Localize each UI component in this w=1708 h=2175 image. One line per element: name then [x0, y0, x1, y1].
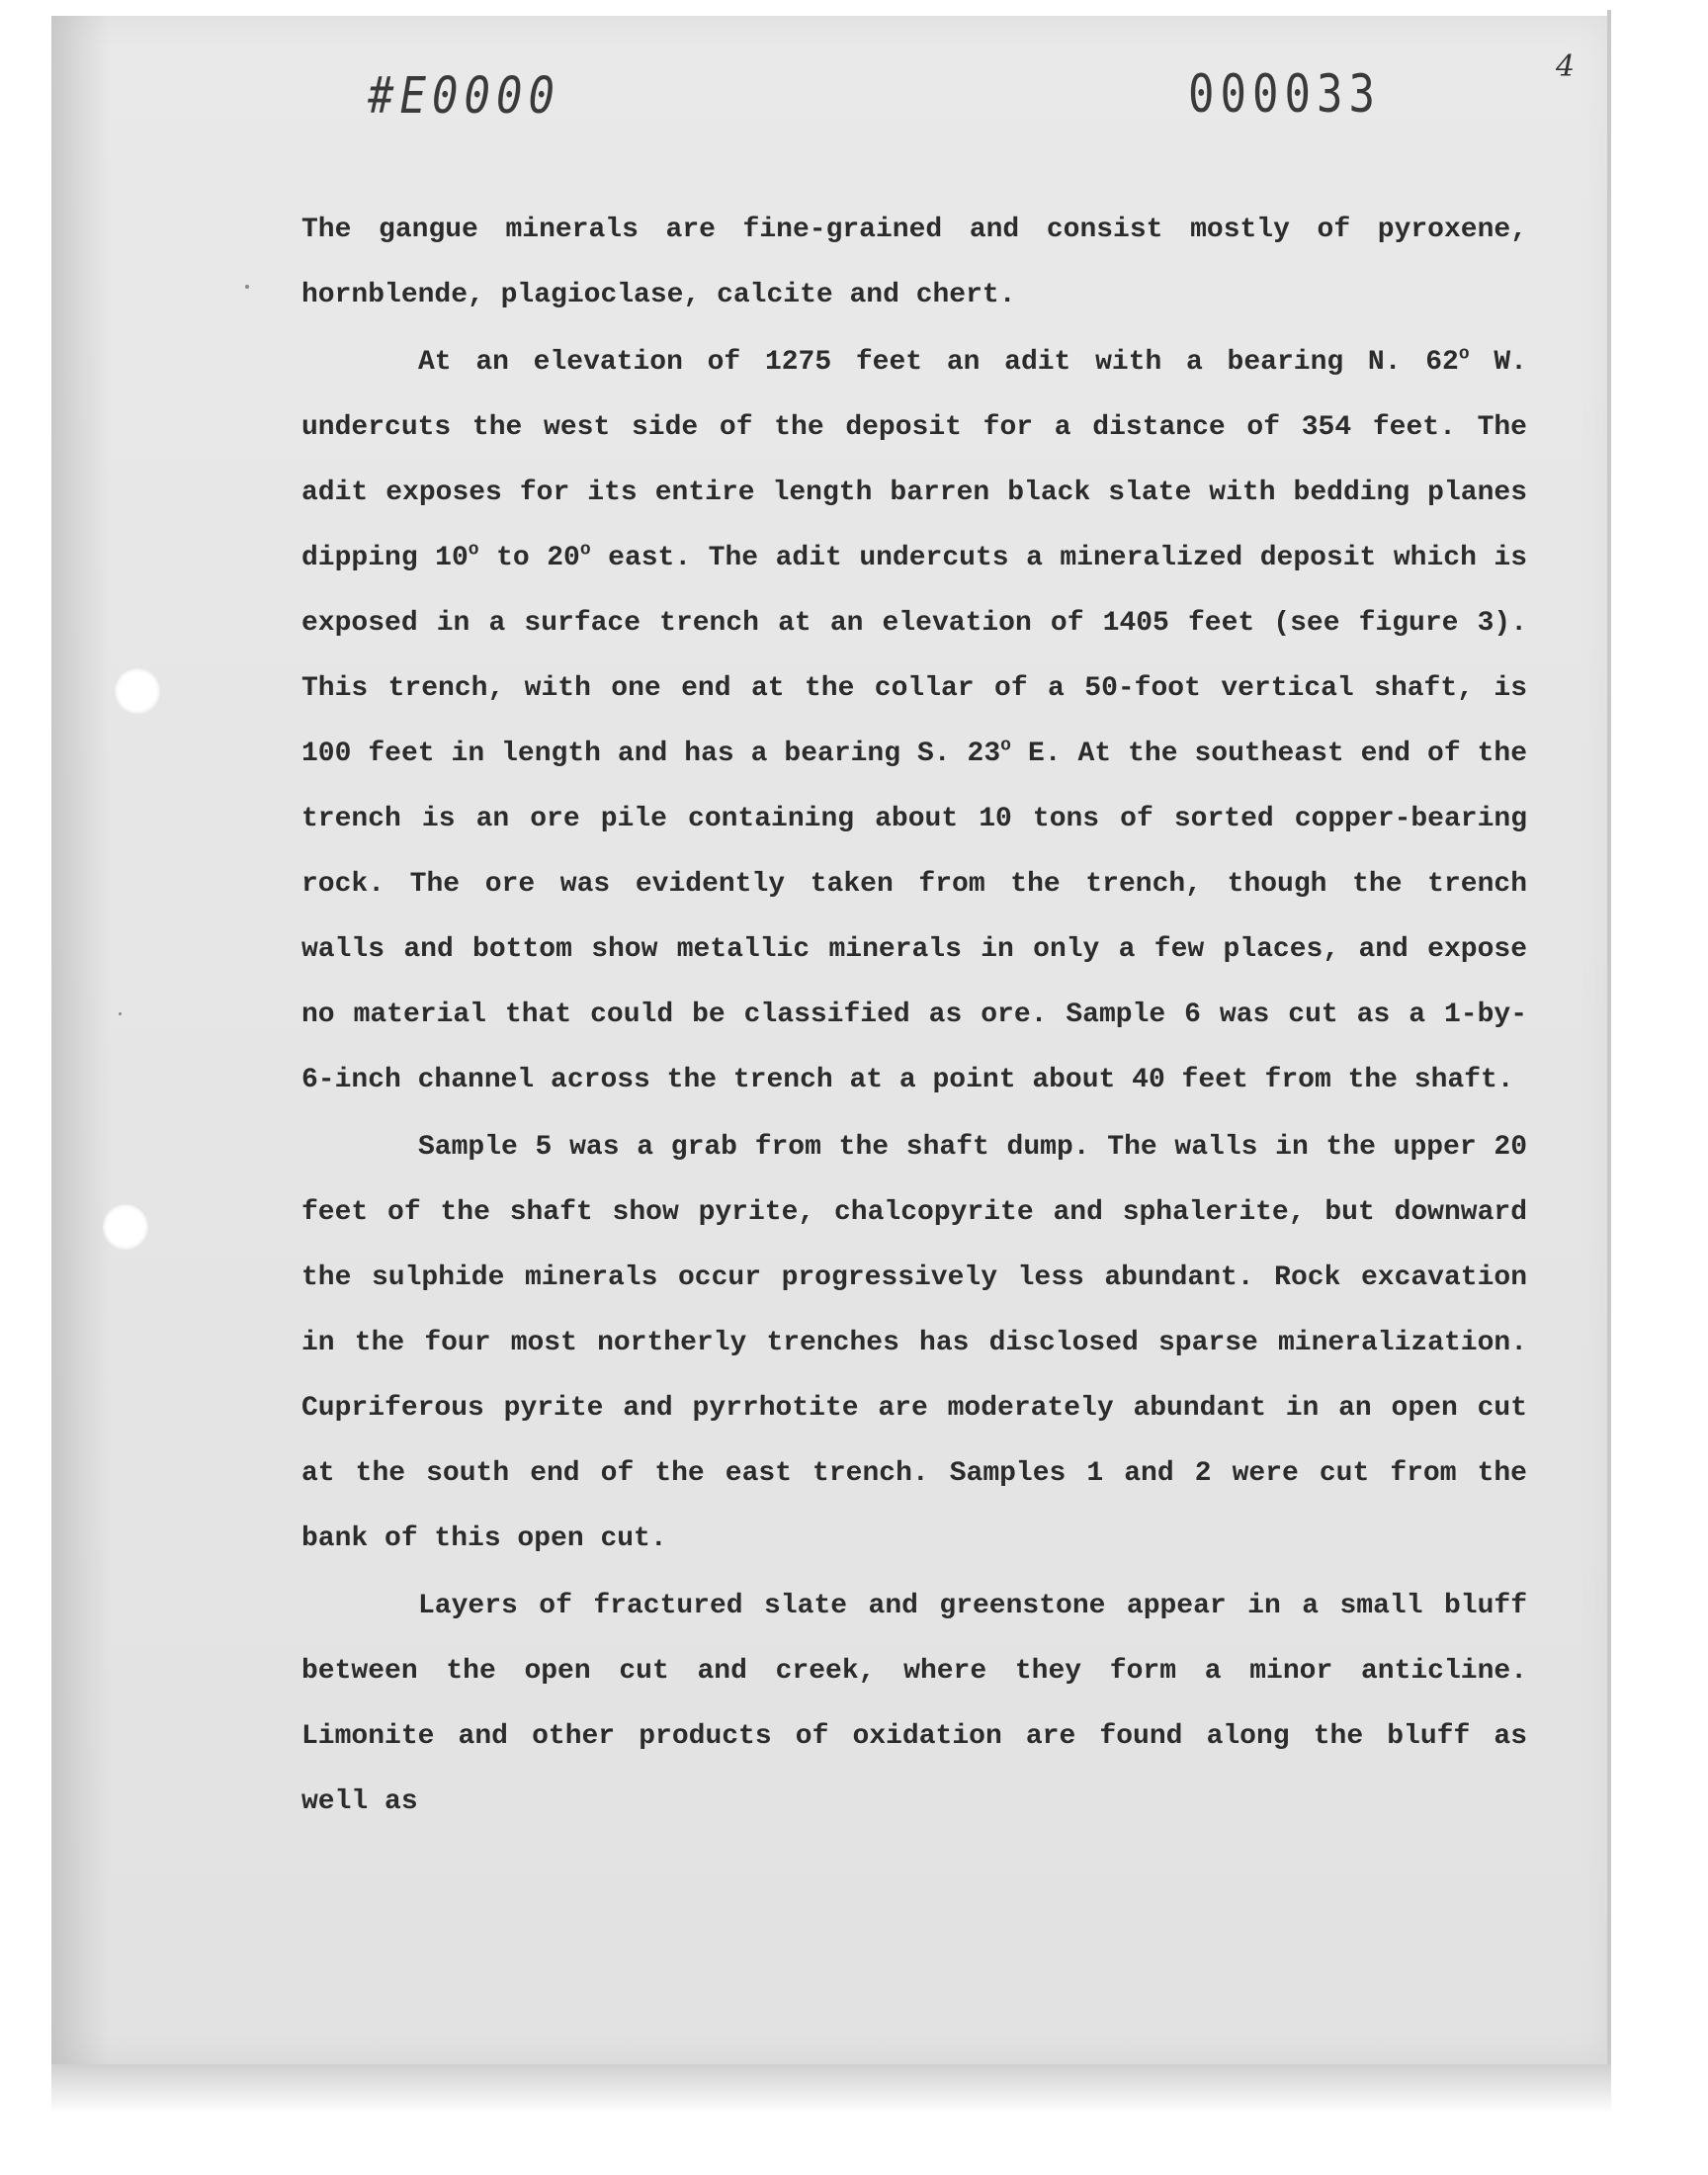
paragraph-adit-description	[301, 330, 1527, 1113]
paragraph-text: Sample 5 was a grab from the shaft dump. The walls in the upper 20 feet of the shaft show pyrite, chalcopyrite and sphalerite, but downward the sulphide minerals occur progressively less abundant. Rock excavation in the four most northerly trenches has disclosed sparse mineralization. Cupriferous pyrite and pyrrhotite are moderately abundant in an open cut at the south end of the east trench. Samples 1 and 2 were cut from the bank of this open cut.	[301, 1132, 1527, 1554]
paragraph-text: The gangue minerals are fine-grained and consist mostly of pyroxene, hornblende, plagioclase, calcite and chert.	[301, 215, 1527, 310]
page-bottom-shadow	[51, 2064, 1611, 2114]
paragraph-text: E. At the southeast end of the trench is an ore pile containing about 10 tons of sorted copper-bearing rock. The ore was evidently taken from the trench, though the trench walls and bottom show metallic minerals in only a few places, and expose no material that could be classified as ore. Sample 6 was cut as a 1-by-6-inch channel across the trench at a point about 40 feet from the shaft.	[301, 739, 1527, 1095]
paragraph-gangue-minerals	[301, 198, 1527, 328]
paragraph-text: W. undercuts the west side of the deposit for a distance of 354 feet. The adit exposes for its entire length barren black slate with bedding planes dipping 10	[301, 347, 1527, 573]
document-id-stamp: #E0000	[368, 67, 560, 126]
paragraph-slate-greenstone	[301, 1574, 1527, 1835]
page-serial-stamp: 000033	[1188, 63, 1381, 126]
degree-symbol: o	[468, 540, 479, 561]
scan-speck	[119, 1012, 122, 1015]
paragraph-text: to 20	[478, 543, 580, 573]
paragraph-text: Layers of fractured slate and greenstone appear in a small bluff between the open cut and creek, where they form a minor anticline. Limonite and other products of oxidation are found along the bluff as well as	[301, 1591, 1527, 1817]
page-right-edge	[1607, 10, 1611, 2066]
punch-hole-top	[115, 668, 160, 714]
scan-speck	[245, 285, 249, 289]
paragraph-text: At an elevation of 1275 feet an adit with a bearing N. 62	[418, 347, 1459, 378]
paragraph-text: east. The adit undercuts a mineralized deposit which is exposed in a surface trench at an elevation of 1405 feet (see figure 3). This trench, with one end at the collar of a 50-foot vertical shaft, is 100 feet in length and has a bearing S. 23	[301, 543, 1527, 769]
degree-symbol: o	[1458, 344, 1470, 365]
degree-symbol: o	[579, 540, 591, 561]
punch-hole-bottom	[103, 1204, 148, 1250]
paragraph-shaft-samples	[301, 1115, 1527, 1572]
page-left-shadow	[51, 16, 111, 2064]
page-number: 4	[1556, 49, 1576, 84]
report-body	[301, 198, 1527, 1835]
degree-symbol: o	[1000, 736, 1011, 756]
